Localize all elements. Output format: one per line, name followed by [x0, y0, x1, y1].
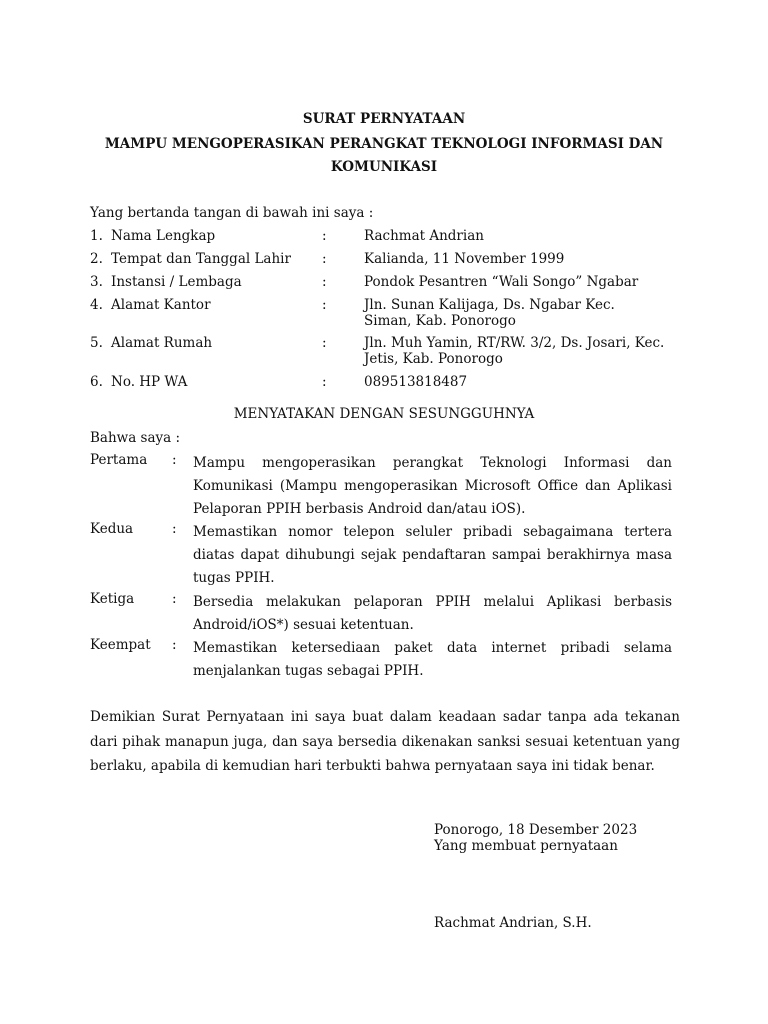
- document-subtitle-line1: MAMPU MENGOPERASIKAN PERANGKAT TEKNOLOGI INFORMASI DAN: [104, 136, 664, 152]
- declaration-heading: MENYATAKAN DENGAN SESUNGGUHNYA: [233, 406, 535, 422]
- identity-number: 4.: [90, 297, 103, 313]
- identity-label: Nama Lengkap: [111, 228, 216, 244]
- statement-text: Bersedia melakukan pelaporan PPIH melalui Aplikasi berbasis Android/iOS*) sesuai ketentuan.: [193, 594, 672, 633]
- identity-value: Kalianda, 11 November 1999: [364, 251, 565, 267]
- identity-label: Alamat Kantor: [111, 297, 211, 313]
- identity-label: Instansi / Lembaga: [111, 274, 242, 290]
- statement-label: Ketiga: [90, 591, 135, 607]
- identity-colon: :: [322, 374, 327, 390]
- identity-colon: :: [322, 228, 327, 244]
- intro-text: Yang bertanda tangan di bawah ini saya :: [90, 205, 374, 221]
- statement-text: Mampu mengoperasikan perangkat Teknologi Informasi dan Komunikasi (Mampu mengoperasikan Microsoft Office dan Aplikasi Pelaporan PPIH berbasis Android dan/atau iOS).: [193, 455, 672, 517]
- statement-label: Keempat: [90, 637, 151, 653]
- closing-paragraph: Demikian Surat Pernyataan ini saya buat dalam keadaan sadar tanpa ada tekanan dari pihak manapun juga, dan saya bersedia dikenakan sanksi sesuai ketentuan yang berlaku, apabila di kemudian hari terbukti bahwa pernyataan saya ini tidak benar.: [90, 709, 680, 774]
- statement-text: Memastikan ketersediaan paket data internet pribadi selama menjalankan tugas sebagai PPIH.: [193, 640, 672, 679]
- document-subtitle-line2: KOMUNIKASI: [330, 159, 438, 175]
- place-date: Ponorogo, 18 Desember 2023: [434, 822, 638, 838]
- identity-number: 3.: [90, 274, 103, 290]
- signer-name: Rachmat Andrian, S.H.: [434, 915, 592, 931]
- statement-colon: :: [172, 591, 177, 607]
- bahwa-text: Bahwa saya :: [90, 430, 181, 446]
- identity-label: Tempat dan Tanggal Lahir: [111, 251, 291, 267]
- identity-label: No. HP WA: [111, 374, 188, 390]
- signer-caption: Yang membuat pernyataan: [434, 838, 618, 854]
- statement-label: Pertama: [90, 452, 148, 468]
- identity-number: 2.: [90, 251, 103, 267]
- statement-colon: :: [172, 452, 177, 468]
- identity-number: 6.: [90, 374, 103, 390]
- identity-value: Rachmat Andrian: [364, 228, 484, 244]
- identity-colon: :: [322, 335, 327, 351]
- document-title: SURAT PERNYATAAN: [302, 111, 466, 127]
- identity-value: 089513818487: [364, 374, 468, 390]
- identity-number: 5.: [90, 335, 103, 351]
- identity-value: Jln. Sunan Kalijaga, Ds. Ngabar Kec. Siman, Kab. Ponorogo: [364, 297, 615, 329]
- identity-colon: :: [322, 274, 327, 290]
- identity-value: Pondok Pesantren “Wali Songo” Ngabar: [364, 274, 639, 290]
- identity-label: Alamat Rumah: [111, 335, 213, 351]
- identity-value: Jln. Muh Yamin, RT/RW. 3/2, Ds. Josari, Kec. Jetis, Kab. Ponorogo: [364, 335, 665, 367]
- statement-text: Memastikan nomor telepon seluler pribadi sebagaimana tertera diatas dapat dihubungi sejak pendaftaran sampai berakhirnya masa tugas PPIH.: [193, 524, 672, 586]
- identity-colon: :: [322, 251, 327, 267]
- statement-colon: :: [172, 521, 177, 537]
- statement-colon: :: [172, 637, 177, 653]
- identity-colon: :: [322, 297, 327, 313]
- identity-number: 1.: [90, 228, 103, 244]
- statement-label: Kedua: [90, 521, 134, 537]
